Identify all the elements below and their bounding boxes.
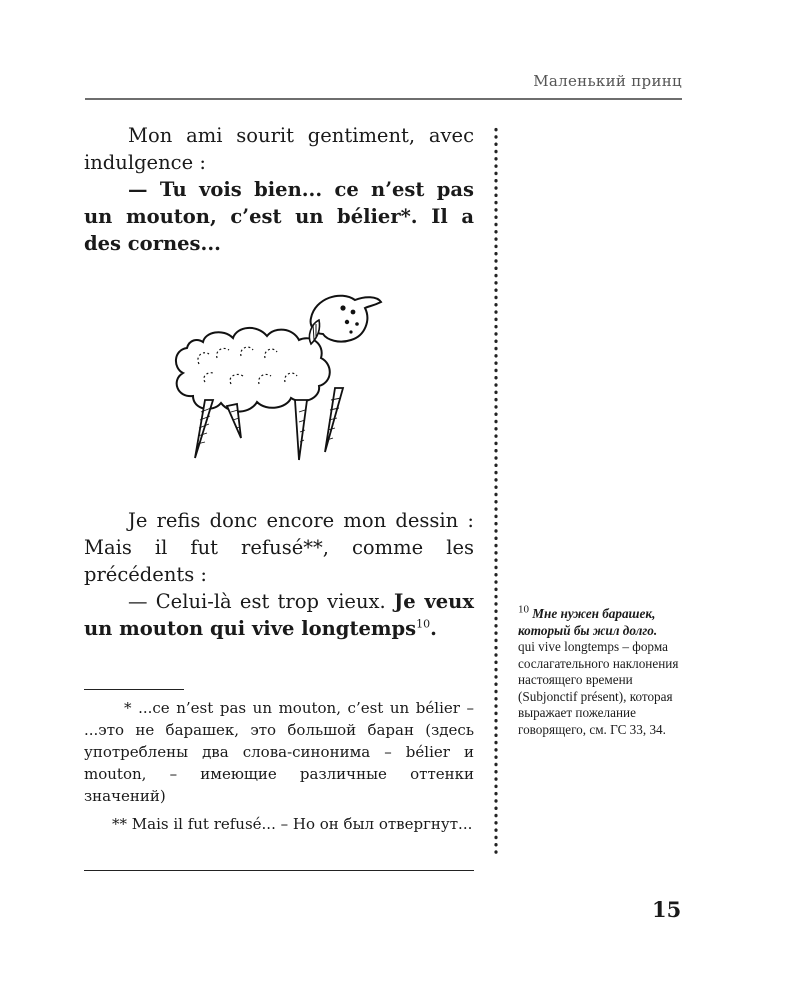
paragraph-1 [84, 122, 474, 176]
paragraph-4-bold: Je veux un mouton qui vive longtemps [84, 590, 474, 640]
paragraph-2 [84, 176, 474, 257]
dotted-separator [494, 126, 498, 856]
side-note [518, 603, 686, 738]
main-text-top [84, 122, 474, 257]
side-note-body: qui vive longtemps – форма сослагательного наклонения настоящего времени (Subjonctif présent), которая выражает пожелание говорящего, см. ГС 33, 34. [518, 639, 679, 737]
page-number: 15 [652, 897, 682, 922]
paragraph-4-end: . [430, 617, 437, 640]
paragraph-4 [84, 588, 474, 642]
running-title: Маленький принц [533, 72, 682, 90]
running-header [85, 70, 682, 100]
side-note-number: 10 [518, 603, 529, 616]
footnotes [84, 697, 474, 841]
paragraph-3-text: Je refis donc encore mon dessin : Mais il fut refusé**, comme les précédents : [84, 509, 474, 586]
side-note-title: Мне нужен барашек, который бы жил долго. [518, 606, 658, 638]
sheep-illustration [165, 278, 395, 473]
footnote-1: * ...ce n’est pas un mouton, c’est un bélier – ...это не барашек, это большой баран (здесь употреблены два слова-синонима – bélier и mouton, – имеющие различные оттенки значений) [84, 699, 474, 805]
footnote-2: ** Mais il fut refusé... – Но он был отвергнут... [112, 815, 473, 833]
footnote-ref-10: 10 [416, 617, 431, 631]
paragraph-4-text: — Celui-là est trop vieux. [128, 590, 386, 613]
paragraph-2-text: — Tu vois bien... ce n’est pas un mouton, c’est un bélier*. Il a des cornes... [84, 178, 474, 255]
paragraph-1-text: Mon ami sourit gentiment, avec indulgence : [84, 124, 474, 174]
bottom-rule [84, 870, 474, 871]
main-text-bottom [84, 507, 474, 642]
footnote-rule [84, 689, 184, 690]
paragraph-3 [84, 507, 474, 588]
